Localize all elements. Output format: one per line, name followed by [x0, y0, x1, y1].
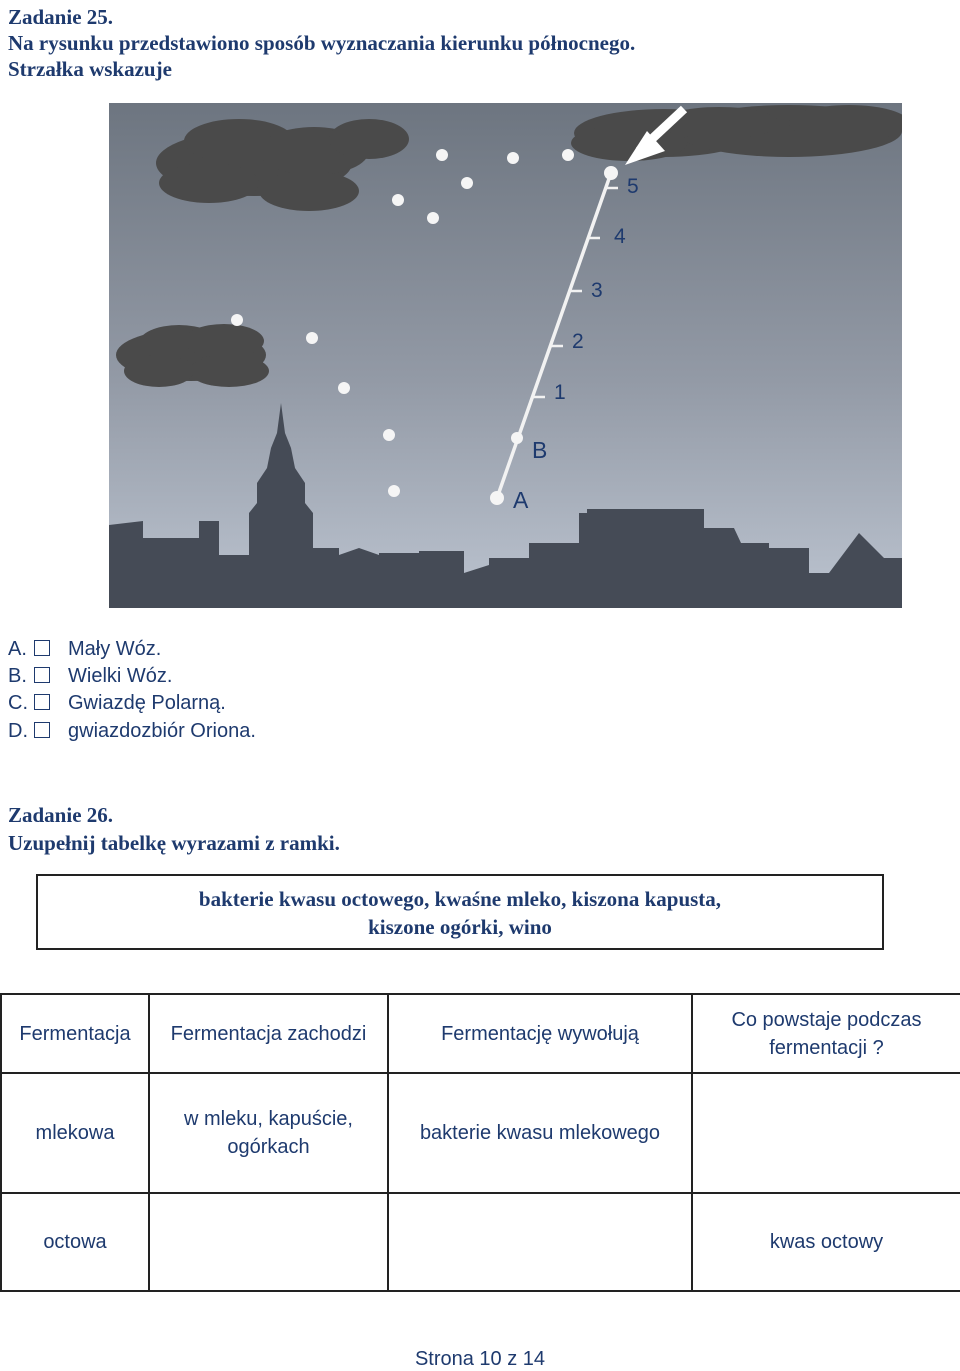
answer-cell[interactable] [388, 1193, 692, 1291]
table-cell: kwas octowy [692, 1193, 960, 1291]
star [436, 149, 448, 161]
label-1: 1 [554, 381, 566, 404]
star [392, 194, 404, 206]
star [427, 212, 439, 224]
table-cell: w mleku, kapuście, ogórkach [149, 1073, 388, 1193]
checkbox-b[interactable] [34, 667, 50, 683]
table-row [1, 1073, 960, 1193]
checkbox-d[interactable] [34, 722, 50, 738]
star [490, 491, 504, 505]
option-a[interactable]: A. Mały Wóz. [8, 638, 162, 660]
star [604, 166, 618, 180]
header-cell: Fermentacja [1, 994, 149, 1073]
header-cell: Co powstaje podczas fermentacji ? [692, 994, 960, 1073]
checkbox-c[interactable] [34, 694, 50, 710]
table-cell: mlekowa [1, 1073, 149, 1193]
word-box [36, 874, 884, 950]
table-row [1, 1193, 960, 1291]
table-cell: bakterie kwasu mlekowego [388, 1073, 692, 1193]
option-b[interactable]: B. Wielki Wóz. [8, 665, 173, 687]
label-4: 4 [614, 225, 626, 248]
header-cell: Fermentację wywołują [388, 994, 692, 1073]
star [338, 382, 350, 394]
star [461, 177, 473, 189]
label-5: 5 [627, 175, 639, 198]
option-d[interactable]: D. gwiazdozbiór Oriona. [8, 720, 256, 742]
task26-instruction: Uzupełnij tabelkę wyrazami z ramki. [8, 831, 340, 855]
task25-question-line2: Strzałka wskazuje [8, 57, 172, 81]
table-cell: octowa [1, 1193, 149, 1291]
checkbox-a[interactable] [34, 640, 50, 656]
label-b: B [532, 437, 548, 463]
table-header-row [1, 994, 960, 1073]
north-direction-figure [109, 103, 902, 608]
label-a: A [513, 487, 529, 513]
fermentation-table [0, 993, 960, 1292]
label-2: 2 [572, 330, 584, 353]
header-cell: Fermentacja zachodzi [149, 994, 388, 1073]
star [306, 332, 318, 344]
task25-title: Zadanie 25. [8, 5, 114, 29]
option-c[interactable]: C. Gwiazdę Polarną. [8, 692, 226, 714]
star [231, 314, 243, 326]
task25-question-line1: Na rysunku przedstawiono sposób wyznaczania kierunku północnego. [8, 31, 636, 55]
star [383, 429, 395, 441]
word-box-line2: kiszone ogórki, wino [368, 915, 552, 939]
answer-cell[interactable] [149, 1193, 388, 1291]
answer-cell[interactable] [692, 1073, 960, 1193]
task26-title: Zadanie 26. [8, 803, 114, 827]
star [562, 149, 574, 161]
star [511, 432, 523, 444]
label-3: 3 [591, 279, 603, 302]
page-footer: Strona 10 z 14 [414, 1348, 546, 1370]
star [507, 152, 519, 164]
word-box-line1: bakterie kwasu octowego, kwaśne mleko, kiszona kapusta, [198, 887, 722, 911]
star [388, 485, 400, 497]
